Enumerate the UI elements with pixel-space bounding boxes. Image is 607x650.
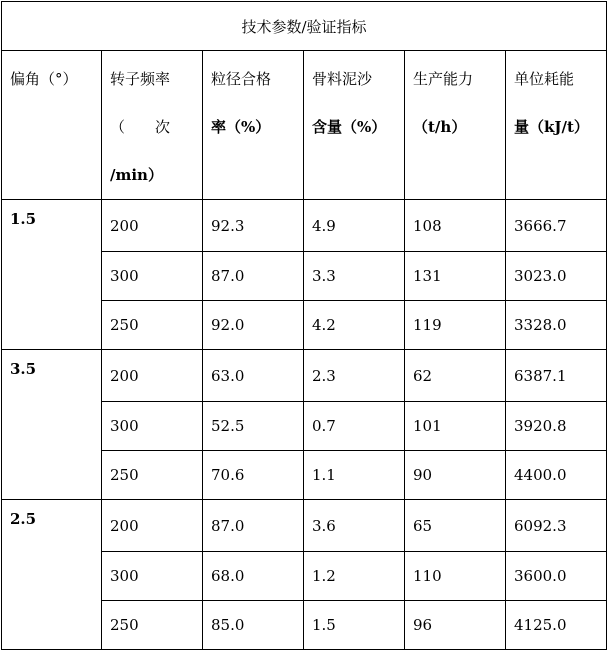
rotor-cell: 200 (102, 200, 203, 252)
header-grain-line: 粒径合格 (211, 70, 272, 88)
title-row (2, 2, 607, 51)
silt-cell: 2.3 (304, 350, 405, 402)
capacity-cell: 62 (405, 350, 506, 402)
rotor-cell: 250 (102, 601, 203, 650)
header-rotor-line: 转子频率 (110, 70, 171, 88)
rotor-cell: 250 (102, 301, 203, 350)
silt-cell: 4.2 (304, 301, 405, 350)
capacity-cell: 101 (405, 402, 506, 451)
energy-cell: 3600.0 (506, 552, 607, 601)
energy-cell: 4125.0 (506, 601, 607, 650)
header-grain-pass-rate (203, 51, 304, 200)
table-row (2, 500, 607, 552)
capacity-cell: 108 (405, 200, 506, 252)
header-silt-line: 骨料泥沙 (312, 70, 373, 88)
header-rotor-frequency (102, 51, 203, 200)
table-row (2, 350, 607, 402)
capacity-cell: 110 (405, 552, 506, 601)
parameters-table (1, 1, 607, 650)
capacity-cell: 65 (405, 500, 506, 552)
header-capacity (405, 51, 506, 200)
silt-cell: 4.9 (304, 200, 405, 252)
header-energy-line: 单位耗能 (514, 70, 575, 88)
silt-cell: 0.7 (304, 402, 405, 451)
capacity-cell: 131 (405, 252, 506, 301)
header-rotor-line: （ 次 (110, 118, 171, 136)
energy-cell: 3920.8 (506, 402, 607, 451)
header-capacity-line: （t/h） (413, 118, 467, 136)
energy-cell: 6387.1 (506, 350, 607, 402)
energy-cell: 6092.3 (506, 500, 607, 552)
rotor-cell: 200 (102, 500, 203, 552)
header-angle-line: 偏角（°） (10, 70, 78, 88)
header-capacity-line: 生产能力 (413, 70, 474, 88)
angle-cell: 3.5 (2, 350, 102, 500)
header-energy (506, 51, 607, 200)
grain-cell: 70.6 (203, 451, 304, 500)
grain-cell: 92.3 (203, 200, 304, 252)
header-energy-line: 量（kJ/t） (514, 118, 589, 136)
rotor-cell: 200 (102, 350, 203, 402)
silt-cell: 1.5 (304, 601, 405, 650)
header-rotor-line: /min） (110, 166, 163, 184)
capacity-cell: 90 (405, 451, 506, 500)
grain-cell: 87.0 (203, 500, 304, 552)
capacity-cell: 119 (405, 301, 506, 350)
grain-cell: 92.0 (203, 301, 304, 350)
rotor-cell: 250 (102, 451, 203, 500)
grain-cell: 52.5 (203, 402, 304, 451)
table-row (2, 200, 607, 252)
header-silt-content (304, 51, 405, 200)
header-angle (2, 51, 102, 200)
silt-cell: 1.1 (304, 451, 405, 500)
grain-cell: 68.0 (203, 552, 304, 601)
header-silt-line: 含量（%） (312, 118, 387, 136)
header-grain-line: 率（%） (211, 118, 271, 136)
capacity-cell: 96 (405, 601, 506, 650)
grain-cell: 63.0 (203, 350, 304, 402)
energy-cell: 4400.0 (506, 451, 607, 500)
angle-cell: 1.5 (2, 200, 102, 350)
rotor-cell: 300 (102, 552, 203, 601)
silt-cell: 1.2 (304, 552, 405, 601)
rotor-cell: 300 (102, 402, 203, 451)
energy-cell: 3328.0 (506, 301, 607, 350)
energy-cell: 3666.7 (506, 200, 607, 252)
grain-cell: 85.0 (203, 601, 304, 650)
silt-cell: 3.6 (304, 500, 405, 552)
rotor-cell: 300 (102, 252, 203, 301)
energy-cell: 3023.0 (506, 252, 607, 301)
header-row (2, 51, 607, 200)
angle-cell: 2.5 (2, 500, 102, 650)
silt-cell: 3.3 (304, 252, 405, 301)
grain-cell: 87.0 (203, 252, 304, 301)
table-title: 技术参数/验证指标 (2, 2, 607, 51)
